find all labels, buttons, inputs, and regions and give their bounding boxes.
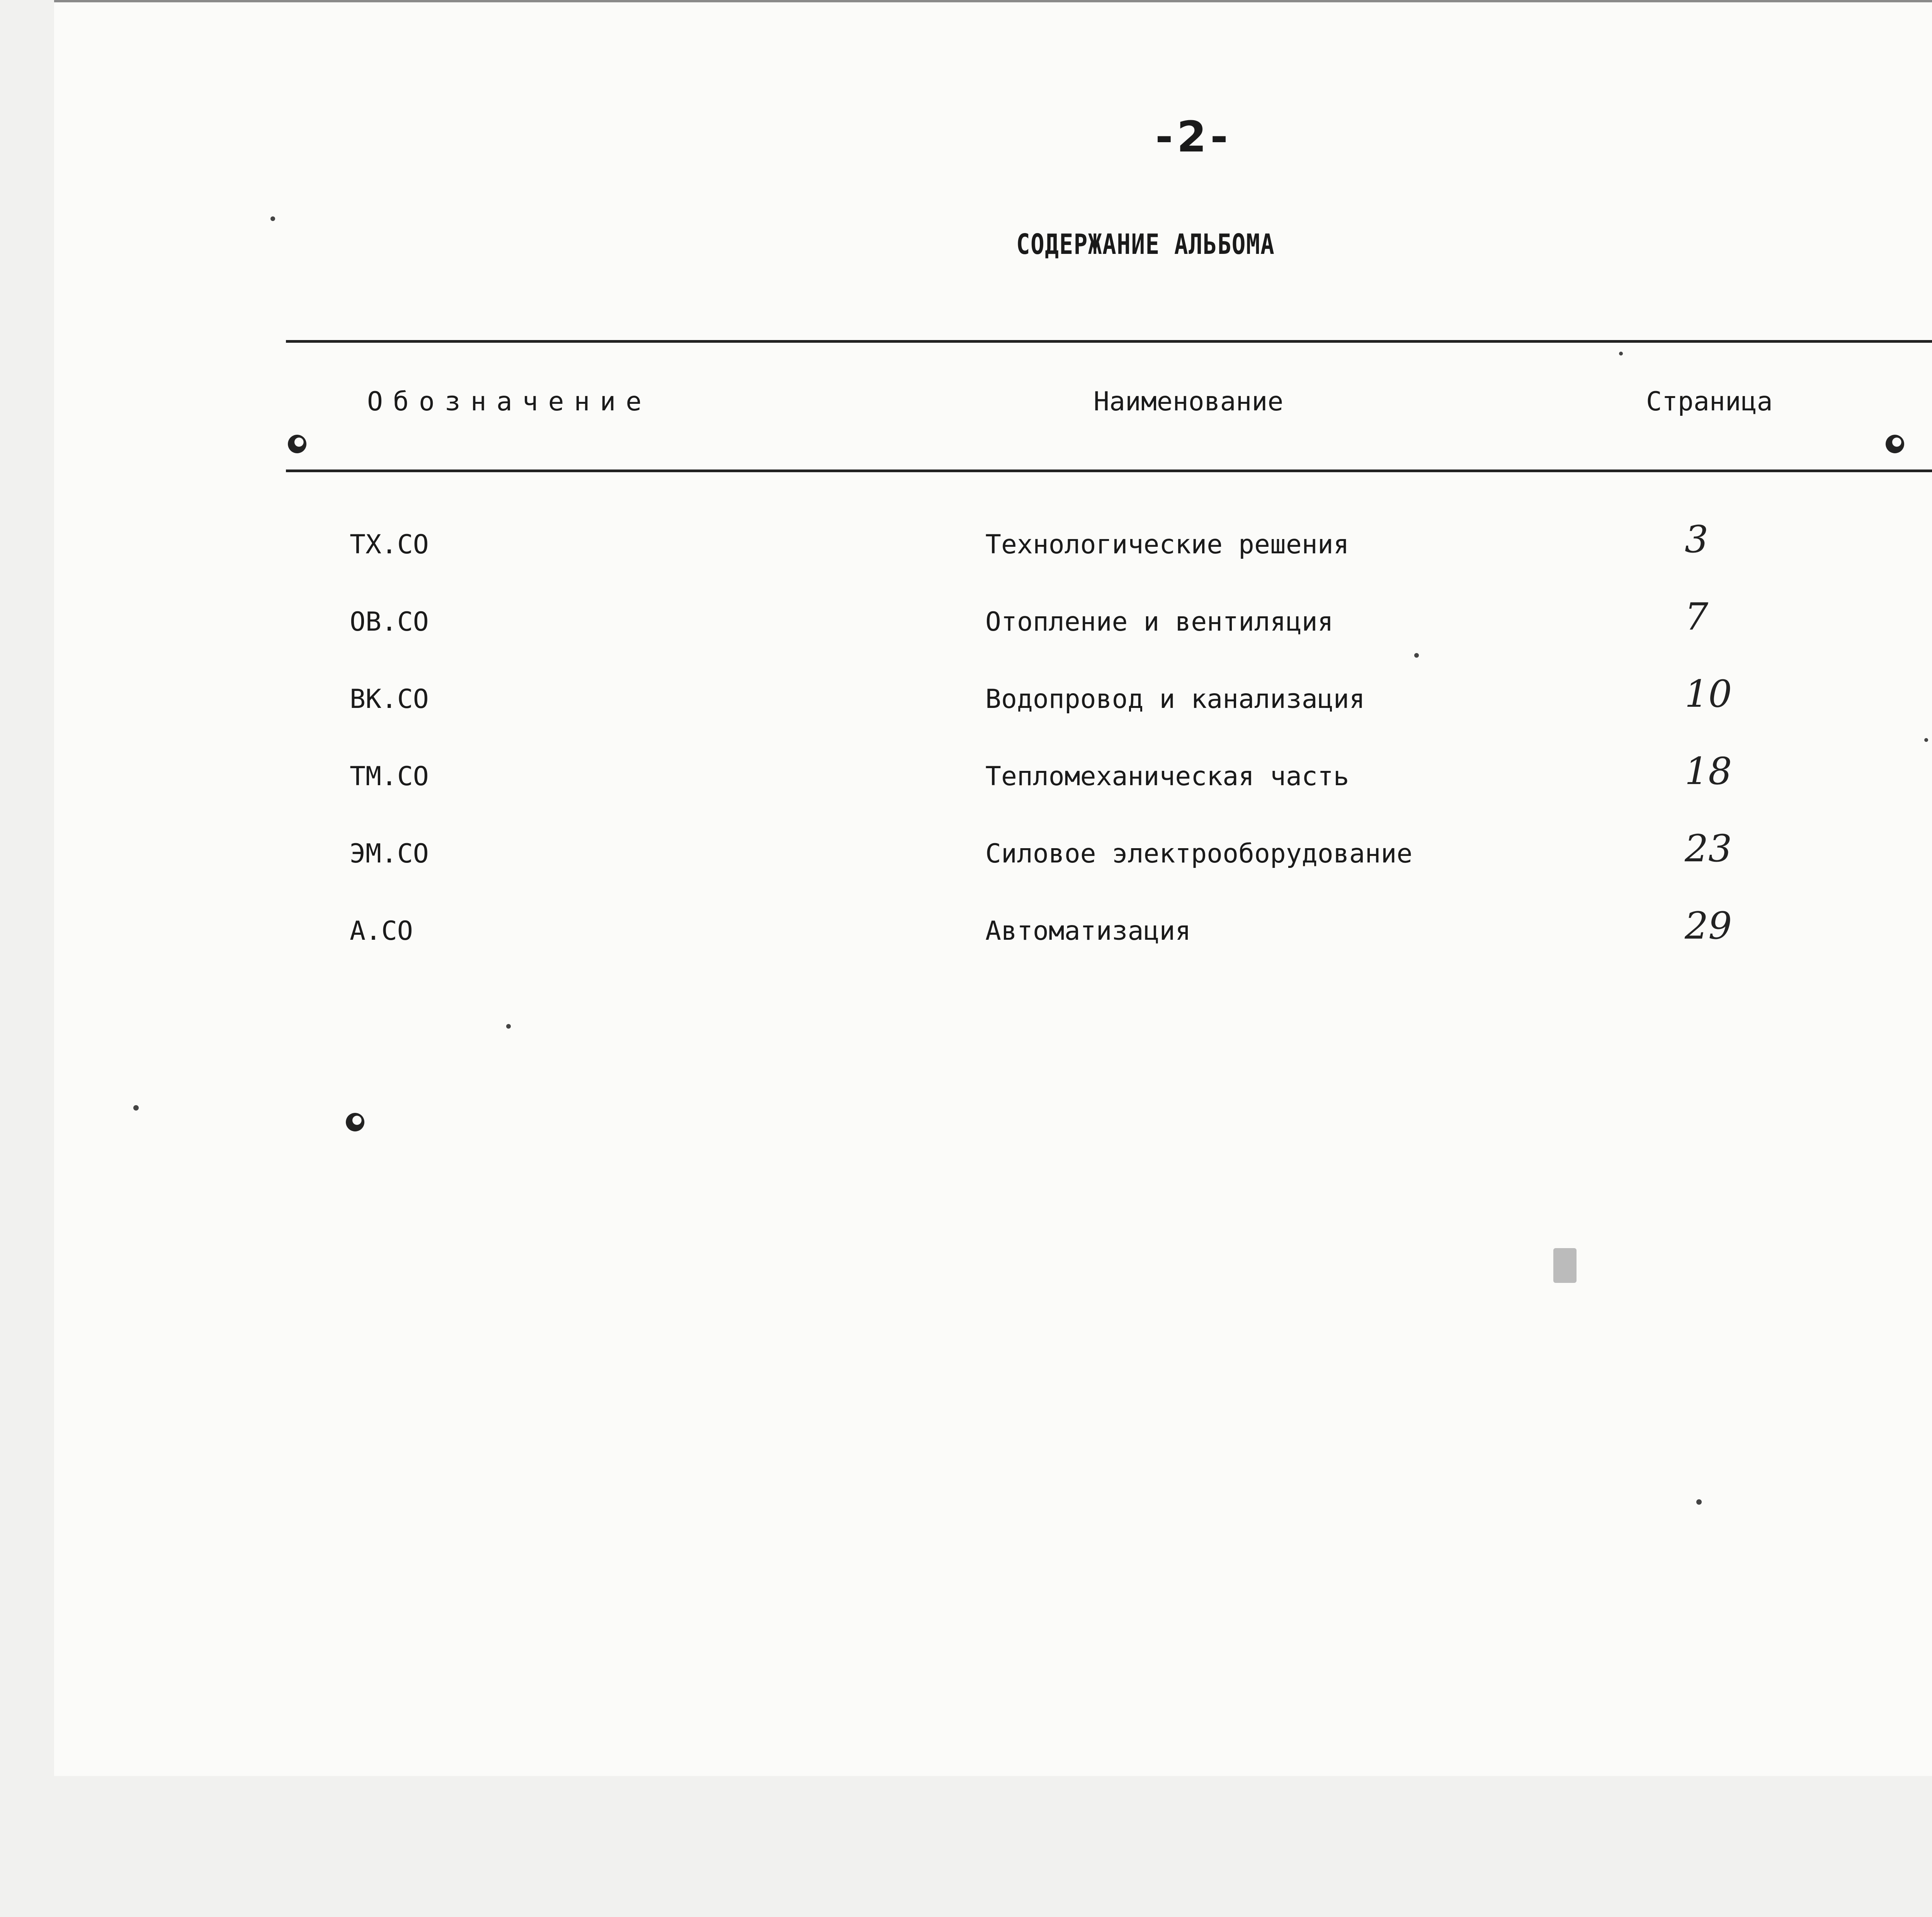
row-page: 23	[1685, 827, 1732, 870]
header-name: Наименование	[1094, 386, 1284, 417]
row-designation: ТХ.СО	[350, 529, 429, 560]
scan-speck	[1414, 653, 1419, 658]
scan-speck	[1924, 738, 1928, 742]
table-row	[0, 904, 1932, 962]
page-number: -2-	[1155, 112, 1232, 162]
header-page: Страница	[1646, 386, 1773, 417]
row-designation: ВК.СО	[350, 684, 429, 714]
scan-speck	[1553, 1248, 1577, 1283]
scan-speck	[506, 1024, 511, 1029]
row-name: Тепломеханическая часть	[985, 761, 1349, 792]
table-header-rule	[286, 469, 1932, 472]
row-page: 18	[1685, 750, 1732, 793]
row-page: 29	[1685, 904, 1732, 947]
row-designation: ТМ.СО	[350, 761, 429, 792]
header-designation: Обозначение	[367, 386, 652, 417]
punch-hole-mark	[1886, 435, 1904, 453]
table-top-rule	[286, 340, 1932, 343]
table-row	[0, 750, 1932, 808]
scan-speck	[1696, 1499, 1702, 1505]
row-page: 7	[1685, 595, 1709, 638]
table-row	[0, 518, 1932, 576]
row-name: Водопровод и канализация	[985, 684, 1365, 714]
row-name: Силовое электрооборудование	[985, 839, 1413, 869]
row-page: 10	[1685, 672, 1732, 716]
table-row	[0, 672, 1932, 730]
document-sheet	[54, 0, 1932, 1776]
row-name: Отопление и вентиляция	[985, 607, 1333, 637]
punch-hole-mark	[346, 1113, 364, 1131]
document-title: СОДЕРЖАНИЕ АЛЬБОМА	[1016, 228, 1275, 260]
table-row	[0, 827, 1932, 885]
row-page: 3	[1685, 518, 1709, 561]
row-designation: ЭМ.СО	[350, 839, 429, 869]
table-row	[0, 595, 1932, 653]
punch-hole-mark	[288, 435, 306, 453]
row-designation: ОВ.СО	[350, 607, 429, 637]
scan-speck	[133, 1105, 139, 1111]
scan-speck	[270, 216, 275, 221]
row-name: Технологические решения	[985, 529, 1349, 560]
row-designation: А.СО	[350, 916, 413, 946]
row-name: Автоматизация	[985, 916, 1191, 946]
scan-speck	[1619, 352, 1623, 356]
